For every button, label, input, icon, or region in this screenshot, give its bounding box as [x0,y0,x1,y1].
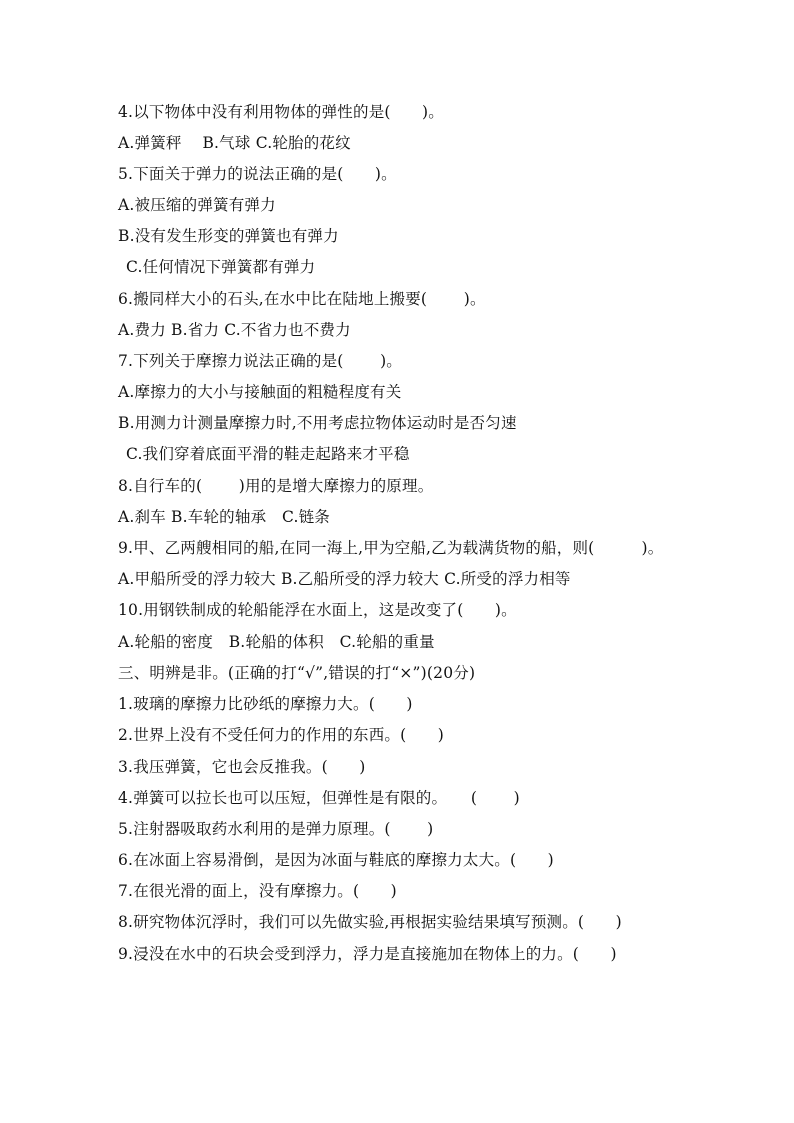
question-9-options: A.甲船所受的浮力较大 B.乙船所受的浮力较大 C.所受的浮力相等 [118,570,571,588]
judgement-8: 8.研究物体沉浮时，我们可以先做实验,再根据实验结果填写预测。( ) [118,913,622,931]
question-7-stem: 7.下列关于摩擦力说法正确的是( )。 [118,352,403,370]
question-10-options: A.轮船的密度 B.轮船的体积 C.轮船的重量 [118,633,435,651]
question-7-option-b: B.用测力计测量摩擦力时,不用考虑拉物体运动时是否匀速 [118,414,517,432]
question-5-option-c: C.任何情况下弹簧都有弹力 [126,258,316,276]
judgement-7: 7.在很光滑的面上，没有摩擦力。( ) [118,882,397,900]
judgement-6: 6.在冰面上容易滑倒，是因为冰面与鞋底的摩擦力太大。( ) [118,851,554,869]
judgement-9: 9.浸没在水中的石块会受到浮力，浮力是直接施加在物体上的力。( ) [118,945,617,963]
judgement-2: 2.世界上没有不受任何力的作用的东西。( ) [118,726,444,744]
question-5-option-a: A.被压缩的弹簧有弹力 [118,196,276,214]
question-7-option-c: C.我们穿着底面平滑的鞋走起路来才平稳 [126,445,410,463]
question-6-stem: 6.搬同样大小的石头,在水中比在陆地上搬要( )。 [118,290,486,308]
question-5-option-b: B.没有发生形变的弹簧也有弹力 [118,227,339,245]
question-4-stem: 4.以下物体中没有利用物体的弹性的是( )。 [118,103,444,121]
question-7-option-a: A.摩擦力的大小与接触面的粗糙程度有关 [118,383,402,401]
question-8-options: A.刹车 B.车轮的轴承 C.链条 [118,508,330,526]
question-5-stem: 5.下面关于弹力的说法正确的是( )。 [118,165,397,183]
section-3-heading: 三、明辨是非。(正确的打“√”,错误的打“×”)(20分) [118,664,476,682]
judgement-4: 4.弹簧可以拉长也可以压短，但弹性是有限的。 ( ) [118,789,520,807]
question-8-stem: 8.自行车的( )用的是增大摩擦力的原理。 [118,477,434,495]
question-10-stem: 10.用钢铁制成的轮船能浮在水面上，这是改变了( )。 [118,601,517,619]
judgement-5: 5.注射器吸取药水利用的是弹力原理。( ) [118,820,434,838]
question-4-options: A.弹簧秤 B.气球 C.轮胎的花纹 [118,134,351,152]
question-9-stem: 9.甲、乙两艘相同的船,在同一海上,甲为空船,乙为载满货物的船，则( )。 [118,539,664,557]
question-6-options: A.费力 B.省力 C.不省力也不费力 [118,321,351,339]
judgement-3: 3.我压弹簧，它也会反推我。( ) [118,758,366,776]
judgement-1: 1.玻璃的摩擦力比砂纸的摩擦力大。( ) [118,695,413,713]
